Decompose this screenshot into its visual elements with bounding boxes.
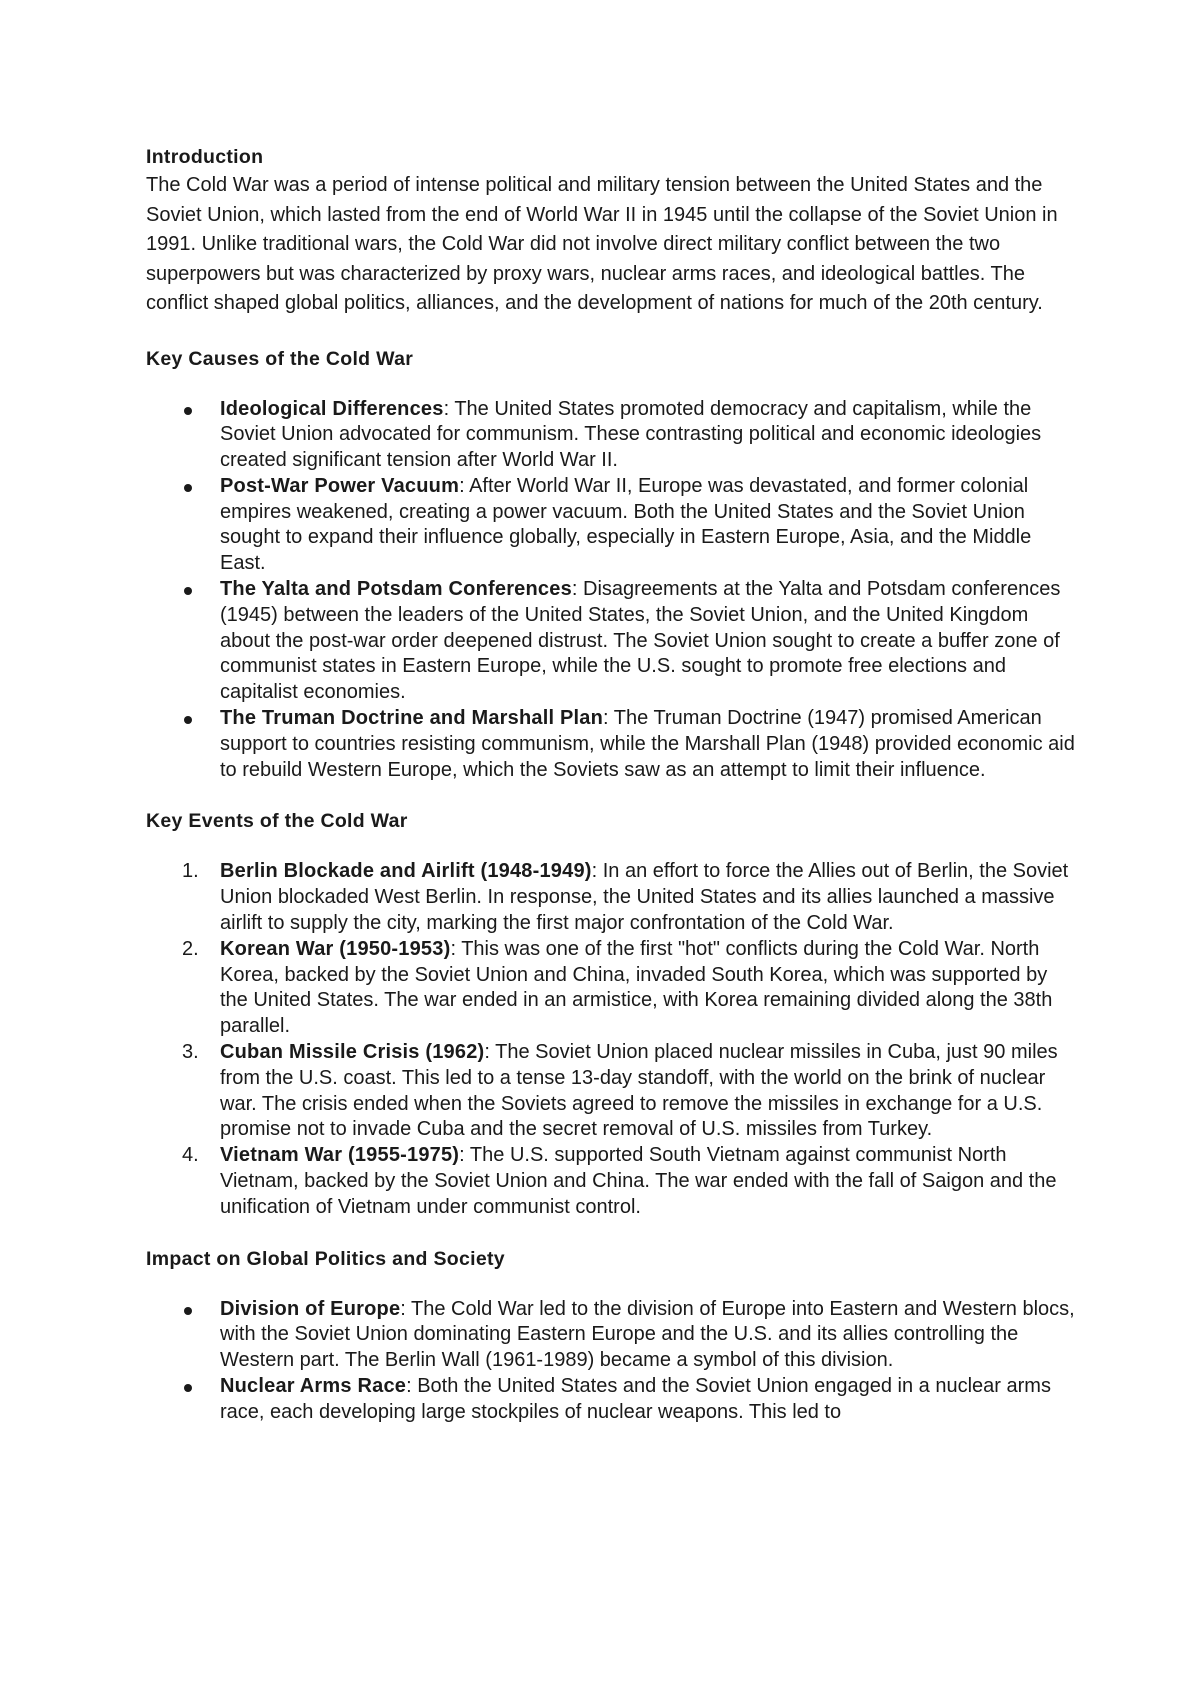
list-item — [146, 937, 1076, 1040]
causes-list — [146, 397, 1076, 784]
list-item-term: Nuclear Arms Race — [220, 1375, 407, 1397]
impact-heading: Impact on Global Politics and Society — [146, 1247, 505, 1270]
list-item — [146, 1374, 1076, 1426]
list-item-text: : The United States promoted democracy and capitalism, while the Soviet Union advocated for communism. These contrasting political and economic ideologies created significant tension after World War II. — [220, 397, 1042, 472]
list-item-text: : Both the United States and the Soviet Union engaged in a nuclear arms race, each developing large stockpiles of nuclear weapons. This led to — [220, 1375, 1051, 1423]
bullet-icon — [184, 1307, 192, 1315]
list-item-number: 2. — [182, 937, 199, 960]
list-item-text: : In an effort to force the Allies out of Berlin, the Soviet Union blockaded West Berlin. In response, the United States and its allies launched a massive airlift to supply the city, marking the first major confrontation of the Cold War. — [220, 860, 1069, 935]
causes-heading: Key Causes of the Cold War — [146, 347, 414, 370]
list-item-text: : The U.S. supported South Vietnam against communist North Vietnam, backed by the Soviet Union and China. The war ended with the fall of Saigon and the unification of Vietnam under communist control. — [220, 1144, 1057, 1218]
bullet-icon — [184, 716, 192, 724]
list-item — [146, 397, 1076, 474]
list-item-term: Post-War Power Vacuum — [220, 474, 460, 497]
list-item-text: : The Truman Doctrine (1947) promised American support to countries resisting communism, while the Marshall Plan (1948) provided economic aid to rebuild Western Europe, which the Soviets saw as an attempt to limit their influence. — [220, 707, 1075, 781]
events-list — [146, 859, 1076, 1220]
list-item-text: : This was one of the first "hot" conflicts during the Cold War. North Korea, backed by the Soviet Union and China, invaded South Korea, which was supported by the United States. The war ended in an armistice, with Korea remaining divided along the 38th parallel. — [220, 937, 1053, 1038]
document-page — [146, 143, 1076, 1450]
bullet-icon — [184, 484, 192, 492]
list-item-term: Cuban Missile Crisis (1962) — [220, 1041, 485, 1064]
list-item — [146, 1040, 1076, 1143]
list-item-text: : After World War II, Europe was devastated, and former colonial empires weakened, creating a power vacuum. Both the United States and the Soviet Union sought to expand their influence globally, especially in Eastern Europe, Asia, and the Middle East. — [220, 474, 1032, 575]
list-item-term: Vietnam War (1955-1975) — [220, 1144, 460, 1167]
events-heading: Key Events of the Cold War — [146, 810, 408, 833]
bullet-icon — [184, 1384, 192, 1392]
list-item-term: Division of Europe — [220, 1297, 401, 1320]
list-item — [146, 859, 1076, 936]
list-item-number: 1. — [182, 860, 199, 883]
bullet-icon — [184, 407, 192, 415]
list-item-term: Korean War (1950-1953) — [220, 937, 451, 960]
list-item-number: 3. — [182, 1041, 199, 1064]
list-item — [146, 706, 1076, 783]
list-item — [146, 1143, 1076, 1220]
list-item-text: : Disagreements at the Yalta and Potsdam conferences (1945) between the leaders of the United States, the Soviet Union, and the United Kingdom about the post-war order deepened distrust. The Soviet Union sought to create a buffer zone of communist states in Eastern Europe, while the U.S. sought to promote free elections and capitalist economies. — [220, 578, 1061, 704]
intro-paragraph: The Cold War was a period of intense political and military tension between the United States and the Soviet Union, which lasted from the end of World War II in 1945 until the collapse of the Soviet Union in 1991. Unlike traditional wars, the Cold War did not involve direct military conflict between the two superpowers but was characterized by proxy wars, nuclear arms races, and ideological battles. The conflict shaped global politics, alliances, and the development of nations for much of the 20th century. — [146, 174, 1058, 314]
list-item-term: Ideological Differences — [220, 397, 444, 420]
list-item-text: : The Soviet Union placed nuclear missiles in Cuba, just 90 miles from the U.S. coast. This led to a tense 13-day standoff, with the world on the brink of nuclear war. The crisis ended when the Soviets agreed to remove the missiles in exchange for a U.S. promise not to invade Cuba and the secret removal of U.S. missiles from Turkey. — [220, 1041, 1058, 1141]
bullet-icon — [184, 587, 192, 595]
list-item-term: The Truman Doctrine and Marshall Plan — [220, 707, 604, 730]
intro-heading: Introduction — [146, 146, 264, 168]
list-item — [146, 577, 1076, 706]
list-item — [146, 1297, 1076, 1374]
list-item-term: Berlin Blockade and Airlift (1948-1949) — [220, 860, 592, 883]
list-item-number: 4. — [182, 1144, 199, 1167]
list-item-term: The Yalta and Potsdam Conferences — [220, 578, 572, 601]
list-item-text: : The Cold War led to the division of Europe into Eastern and Western blocs, with the Soviet Union dominating Eastern Europe and the U.S. and its allies controlling the Western part. The Berlin Wall (1961-1989) became a symbol of this division. — [220, 1297, 1075, 1372]
impact-list — [146, 1297, 1076, 1426]
list-item — [146, 474, 1076, 577]
